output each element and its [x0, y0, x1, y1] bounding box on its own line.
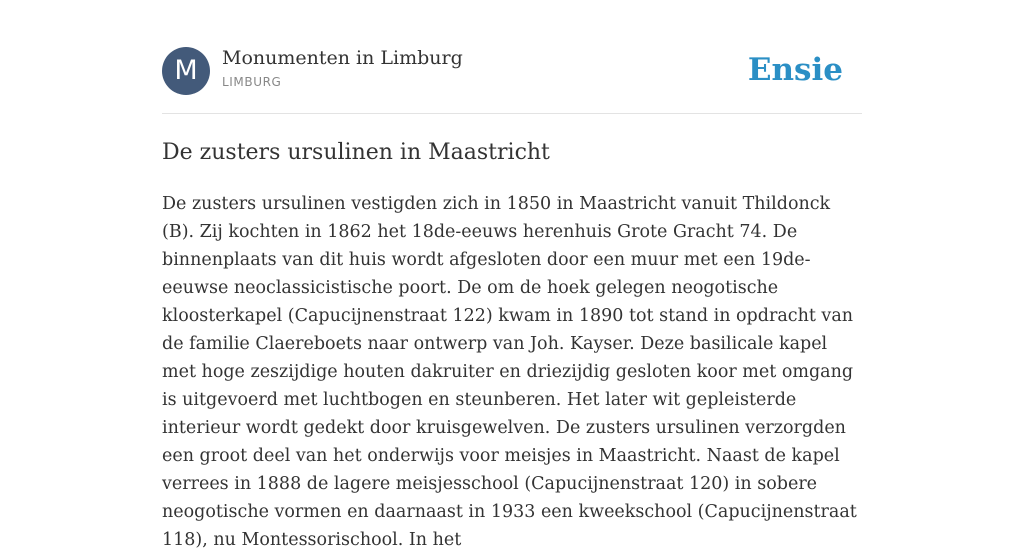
- entry-header: [162, 47, 862, 95]
- entry-title: De zusters ursulinen in Maastricht: [162, 140, 550, 165]
- brand-logo[interactable]: Ensie: [747, 52, 843, 88]
- entry-body: De zusters ursulinen vestigden zich in 1850 in Maastricht vanuit Thildonck (B). Zij kochten in 1862 het 18de-eeuws herenhuis Grote Gracht 74. De binnenplaats van dit huis wordt afgesloten door een muur met een 19de-eeuwse neoclassicistische poort. De om de hoek gelegen neogotische kloosterkapel (Capucijnenstraat 122) kwam in 1890 tot stand in opdracht van de familie Claereboets naar ontwerp van Joh. Kayser. Deze basilicale kapel met hoge zeszijdige houten dakruiter en driezijdig gesloten koor met omgang is uitgevoerd met luchtbogen en steunberen. Het later wit gepleisterde interieur wordt gedekt door kruisgewelven. De zusters ursulinen verzorgden een groot deel van het onderwijs voor meisjes in Maastricht. Naast de kapel verrees in 1888 de lagere meisjesschool (Capucijnenstraat 120) in sobere neogotische vormen en daarnaast in 1933 een kweekschool (Capucijnenstraat 118), nu Montessorischool. In het: [162, 194, 857, 550]
- owner-category[interactable]: LIMBURG: [222, 75, 282, 89]
- entry-card: [162, 0, 862, 550]
- header-divider: [162, 113, 862, 114]
- owner-name[interactable]: Monumenten in Limburg: [222, 47, 463, 69]
- owner-avatar[interactable]: M: [162, 47, 210, 95]
